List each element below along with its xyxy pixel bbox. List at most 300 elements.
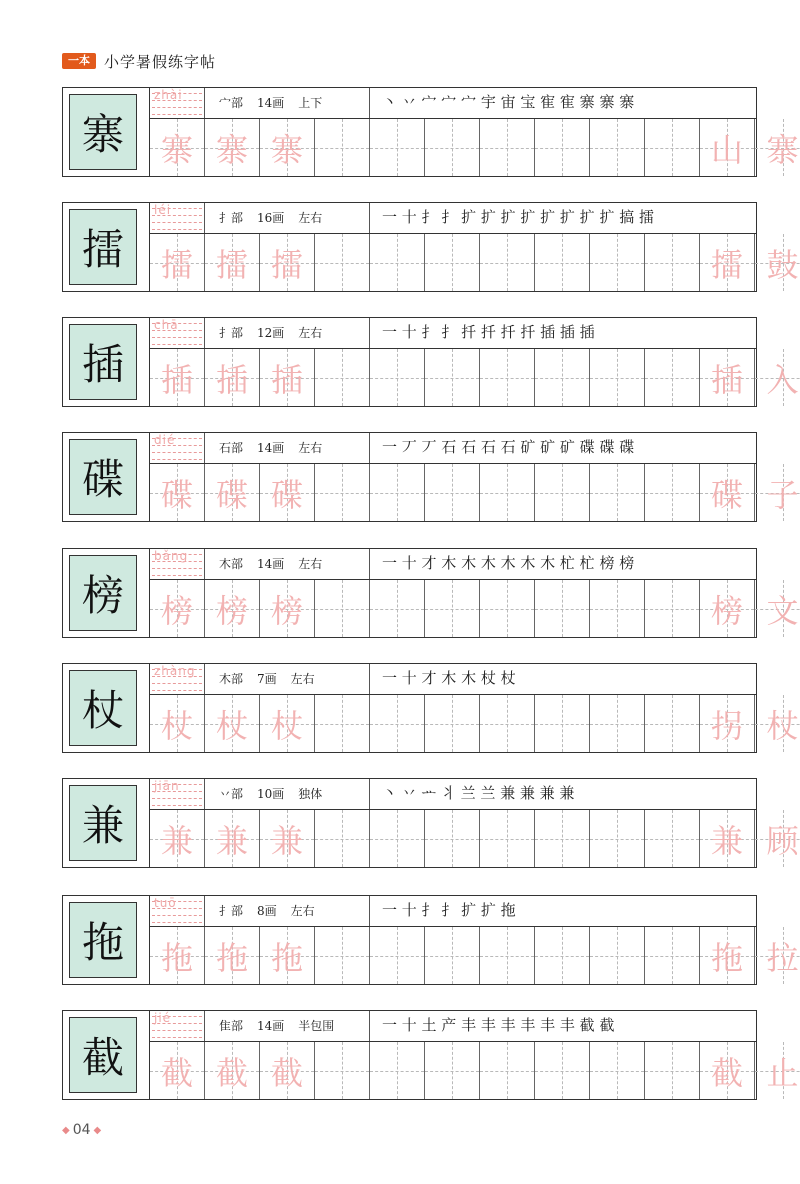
trace-character: 寨	[215, 130, 248, 169]
practice-cell[interactable]	[535, 580, 590, 637]
trace-character	[480, 234, 534, 291]
trace-character: 拖	[215, 938, 248, 977]
practice-cell[interactable]	[480, 810, 535, 867]
stroke-order: 一 十 扌 扌 扦 扦 扦 扦 插 插 插	[382, 323, 595, 341]
model-character: 寨	[69, 94, 137, 170]
trace-character: 拐	[710, 706, 743, 745]
practice-cell[interactable]	[700, 234, 755, 291]
trace-character	[425, 580, 479, 637]
radical-label: 扌部	[219, 326, 244, 340]
stroke-order: 一 十 才 木 木 杖 杖	[382, 669, 516, 687]
structure-label: 左右	[298, 557, 323, 571]
practice-cell[interactable]	[755, 464, 800, 521]
pinyin-guide-line	[152, 922, 202, 923]
trace-character: 擂	[710, 245, 743, 284]
pinyin-text: bǎng	[154, 549, 189, 563]
pinyin-guide-line	[152, 798, 202, 799]
trace-character: 插	[160, 360, 193, 399]
trace-character	[480, 927, 534, 984]
practice-cell[interactable]	[260, 810, 315, 867]
trace-character	[535, 119, 589, 176]
trace-character: 杖	[270, 706, 303, 745]
practice-cell[interactable]	[645, 349, 700, 406]
trace-character	[535, 234, 589, 291]
practice-cell[interactable]	[150, 810, 205, 867]
trace-character	[590, 234, 644, 291]
trace-character: 山	[710, 130, 743, 169]
practice-cell[interactable]	[205, 1042, 260, 1099]
pinyin-guide-line	[152, 344, 202, 345]
practice-cell[interactable]	[315, 234, 370, 291]
practice-cell[interactable]	[645, 234, 700, 291]
practice-cell[interactable]	[315, 119, 370, 176]
practice-cell[interactable]	[755, 234, 800, 291]
trace-character: 止	[766, 1053, 799, 1092]
trace-character: 擂	[270, 245, 303, 284]
practice-grid	[150, 927, 799, 984]
trace-character	[480, 810, 534, 867]
practice-cell[interactable]	[480, 695, 535, 752]
practice-cell[interactable]	[425, 349, 480, 406]
stroke-order: 丶 丷 ᅭ 丬 兰 兰 兼 兼 兼 兼	[382, 784, 575, 802]
practice-cell[interactable]	[755, 1042, 800, 1099]
structure-label: 独体	[298, 787, 323, 801]
pinyin-guide-line	[152, 222, 202, 223]
trace-character: 拖	[270, 938, 303, 977]
practice-cell[interactable]	[370, 580, 425, 637]
practice-cell[interactable]	[480, 349, 535, 406]
structure-label: 半包围	[298, 1019, 335, 1033]
trace-character	[315, 695, 369, 752]
stroke-count-label: 14画	[257, 557, 285, 571]
practice-cell[interactable]	[755, 810, 800, 867]
practice-cell[interactable]	[205, 464, 260, 521]
radical-label: 木部	[219, 672, 244, 686]
trace-character: 插	[710, 360, 743, 399]
trace-character	[535, 1042, 589, 1099]
practice-cell[interactable]	[645, 119, 700, 176]
practice-cell[interactable]	[755, 119, 800, 176]
practice-cell[interactable]	[700, 1042, 755, 1099]
practice-grid	[150, 810, 799, 867]
trace-character	[425, 927, 479, 984]
trace-character: 兼	[710, 821, 743, 860]
pinyin-guide-line	[152, 805, 202, 806]
practice-cell[interactable]	[700, 349, 755, 406]
practice-cell[interactable]	[150, 119, 205, 176]
pinyin-text: jiān	[154, 779, 180, 793]
practice-cell[interactable]	[755, 349, 800, 406]
trace-character	[370, 119, 424, 176]
practice-area	[149, 433, 799, 521]
practice-grid	[150, 349, 799, 406]
practice-cell[interactable]	[590, 927, 645, 984]
trace-character	[370, 580, 424, 637]
character-card	[62, 895, 799, 985]
practice-cell[interactable]	[535, 695, 590, 752]
trace-character	[645, 349, 699, 406]
practice-cell[interactable]	[425, 927, 480, 984]
stroke-count-label: 12画	[257, 326, 285, 340]
trace-character: 顾	[766, 821, 799, 860]
practice-cell[interactable]	[645, 810, 700, 867]
practice-cell[interactable]	[590, 580, 645, 637]
practice-cell[interactable]	[260, 927, 315, 984]
trace-character: 碟	[710, 475, 743, 514]
practice-cell[interactable]	[590, 464, 645, 521]
practice-cell[interactable]	[535, 349, 590, 406]
practice-cell[interactable]	[480, 119, 535, 176]
model-character: 榜	[69, 555, 137, 631]
practice-cell[interactable]	[315, 810, 370, 867]
trace-character: 插	[270, 360, 303, 399]
trace-character: 杖	[160, 706, 193, 745]
practice-cell[interactable]	[425, 234, 480, 291]
practice-area	[149, 779, 799, 867]
practice-cell[interactable]	[370, 119, 425, 176]
practice-area	[149, 88, 799, 176]
structure-label: 左右	[298, 441, 323, 455]
character-info	[205, 318, 370, 348]
trace-character	[370, 695, 424, 752]
stroke-order: 丶 丷 宀 宀 宀 宇 宙 宝 寉 寉 寨 寨 寨	[382, 93, 635, 111]
trace-character: 子	[766, 475, 799, 514]
structure-label: 左右	[298, 211, 323, 225]
character-card	[62, 1010, 799, 1100]
stroke-count-label: 14画	[257, 1019, 285, 1033]
stroke-count-label: 14画	[257, 96, 285, 110]
practice-cell[interactable]	[425, 695, 480, 752]
practice-cell[interactable]	[315, 927, 370, 984]
practice-cell[interactable]	[480, 234, 535, 291]
practice-cell[interactable]	[700, 119, 755, 176]
trace-character	[370, 234, 424, 291]
stroke-order: 一 十 扌 扌 扩 扩 拖	[382, 901, 516, 919]
practice-cell[interactable]	[260, 580, 315, 637]
trace-character: 兼	[215, 821, 248, 860]
practice-area	[149, 318, 799, 406]
pinyin-box	[150, 203, 205, 233]
pinyin-guide-line	[152, 229, 202, 230]
trace-character	[590, 927, 644, 984]
structure-label: 左右	[290, 672, 315, 686]
character-info	[205, 664, 370, 694]
practice-cell[interactable]	[480, 1042, 535, 1099]
model-character: 插	[69, 324, 137, 400]
pinyin-guide-line	[152, 452, 202, 453]
trace-character: 截	[160, 1053, 193, 1092]
practice-cell[interactable]	[535, 234, 590, 291]
trace-character: 榜	[270, 591, 303, 630]
trace-character	[480, 119, 534, 176]
practice-cell[interactable]	[645, 1042, 700, 1099]
practice-cell[interactable]	[205, 234, 260, 291]
trace-character: 拉	[766, 938, 799, 977]
pinyin-guide-line	[152, 107, 202, 108]
pinyin-text: chā	[154, 318, 179, 332]
structure-label: 上下	[298, 96, 323, 110]
trace-character	[315, 234, 369, 291]
pinyin-box	[150, 88, 205, 118]
practice-cell[interactable]	[150, 695, 205, 752]
practice-cell[interactable]	[150, 1042, 205, 1099]
practice-cell[interactable]	[205, 927, 260, 984]
practice-cell[interactable]	[205, 580, 260, 637]
trace-character: 寨	[766, 130, 799, 169]
model-character: 兼	[69, 785, 137, 861]
stroke-count-label: 14画	[257, 441, 285, 455]
practice-cell[interactable]	[480, 580, 535, 637]
model-character: 碟	[69, 439, 137, 515]
trace-character: 碟	[270, 475, 303, 514]
practice-cell[interactable]	[700, 695, 755, 752]
trace-character	[370, 1042, 424, 1099]
character-card	[62, 663, 799, 753]
trace-character	[315, 119, 369, 176]
practice-cell[interactable]	[425, 464, 480, 521]
trace-character: 鼓	[766, 245, 799, 284]
practice-cell[interactable]	[150, 927, 205, 984]
trace-character	[535, 927, 589, 984]
practice-cell[interactable]	[370, 464, 425, 521]
model-character: 拖	[69, 902, 137, 978]
practice-cell[interactable]	[535, 927, 590, 984]
practice-cell[interactable]	[700, 464, 755, 521]
footer-dot-icon: ◆	[62, 1124, 70, 1136]
trace-character	[480, 349, 534, 406]
practice-cell[interactable]	[645, 927, 700, 984]
practice-cell[interactable]	[260, 119, 315, 176]
pinyin-guide-line	[152, 575, 202, 576]
practice-cell[interactable]	[370, 695, 425, 752]
practice-cell[interactable]	[315, 1042, 370, 1099]
pinyin-guide-line	[152, 690, 202, 691]
practice-cell[interactable]	[150, 580, 205, 637]
trace-character: 插	[215, 360, 248, 399]
trace-character	[535, 349, 589, 406]
character-info	[205, 779, 370, 809]
practice-cell[interactable]	[590, 810, 645, 867]
trace-character	[590, 580, 644, 637]
trace-character	[645, 464, 699, 521]
pinyin-guide-line	[152, 1037, 202, 1038]
pinyin-box	[150, 433, 205, 463]
practice-cell[interactable]	[590, 1042, 645, 1099]
trace-character	[535, 810, 589, 867]
trace-character	[645, 810, 699, 867]
stroke-order: 一 十 才 木 木 木 木 木 木 杧 杧 榜 榜	[382, 554, 635, 572]
pinyin-box	[150, 1011, 205, 1041]
trace-character	[370, 810, 424, 867]
practice-cell[interactable]	[315, 349, 370, 406]
practice-cell[interactable]	[205, 695, 260, 752]
practice-grid	[150, 580, 799, 637]
character-info	[205, 203, 370, 233]
practice-cell[interactable]	[260, 695, 315, 752]
practice-cell[interactable]	[425, 580, 480, 637]
practice-cell[interactable]	[370, 927, 425, 984]
character-card	[62, 87, 799, 177]
practice-cell[interactable]	[535, 464, 590, 521]
trace-character	[315, 927, 369, 984]
practice-area	[149, 203, 799, 291]
character-card	[62, 432, 799, 522]
practice-cell[interactable]	[645, 695, 700, 752]
trace-character	[590, 810, 644, 867]
stroke-count-label: 8画	[257, 904, 277, 918]
pinyin-guide-line	[152, 683, 202, 684]
trace-character: 寨	[270, 130, 303, 169]
trace-character	[645, 927, 699, 984]
practice-cell[interactable]	[315, 580, 370, 637]
practice-cell[interactable]	[480, 464, 535, 521]
trace-character: 榜	[215, 591, 248, 630]
trace-character	[590, 695, 644, 752]
practice-cell[interactable]	[535, 810, 590, 867]
trace-character	[590, 464, 644, 521]
trace-character	[480, 464, 534, 521]
practice-cell[interactable]	[645, 580, 700, 637]
pinyin-text: tuō	[154, 896, 177, 910]
practice-cell[interactable]	[260, 1042, 315, 1099]
pinyin-text: zhàng	[154, 664, 196, 678]
pinyin-box	[150, 664, 205, 694]
practice-cell[interactable]	[590, 349, 645, 406]
trace-character	[645, 234, 699, 291]
character-info	[205, 88, 370, 118]
practice-cell[interactable]	[370, 234, 425, 291]
practice-area	[149, 1011, 799, 1099]
trace-character: 截	[270, 1053, 303, 1092]
practice-cell[interactable]	[205, 349, 260, 406]
practice-cell[interactable]	[260, 349, 315, 406]
trace-character: 截	[710, 1053, 743, 1092]
practice-cell[interactable]	[755, 927, 800, 984]
practice-cell[interactable]	[590, 695, 645, 752]
stroke-order: 一 丆 丆 石 石 石 石 矿 矿 矿 碟 碟 碟	[382, 438, 635, 456]
practice-cell[interactable]	[755, 695, 800, 752]
trace-character: 文	[766, 591, 799, 630]
trace-character	[535, 580, 589, 637]
pinyin-box	[150, 896, 205, 926]
pinyin-text: jié	[154, 1011, 172, 1025]
practice-cell[interactable]	[590, 119, 645, 176]
trace-character: 拖	[710, 938, 743, 977]
stroke-order: 一 十 扌 扌 扩 扩 扩 扩 扩 扩 扩 扩 搞 擂	[382, 208, 654, 226]
stroke-count-label: 10画	[257, 787, 285, 801]
pinyin-guide-line	[152, 114, 202, 115]
practice-cell[interactable]	[205, 119, 260, 176]
practice-cell[interactable]	[590, 234, 645, 291]
practice-cell[interactable]	[425, 810, 480, 867]
practice-grid	[150, 119, 799, 176]
radical-label: 木部	[219, 557, 244, 571]
trace-character: 杖	[215, 706, 248, 745]
pinyin-box	[150, 318, 205, 348]
model-character: 擂	[69, 209, 137, 285]
pinyin-box	[150, 779, 205, 809]
stroke-count-label: 16画	[257, 211, 285, 225]
character-card	[62, 202, 799, 292]
trace-character	[645, 1042, 699, 1099]
practice-cell[interactable]	[700, 927, 755, 984]
practice-cell[interactable]	[370, 1042, 425, 1099]
model-character: 杖	[69, 670, 137, 746]
structure-label: 左右	[290, 904, 315, 918]
practice-cell[interactable]	[260, 234, 315, 291]
pinyin-box	[150, 549, 205, 579]
trace-character	[315, 810, 369, 867]
trace-character	[425, 234, 479, 291]
trace-character: 截	[215, 1053, 248, 1092]
pinyin-text: zhài	[154, 88, 183, 102]
trace-character: 擂	[215, 245, 248, 284]
practice-cell[interactable]	[535, 119, 590, 176]
stroke-count-label: 7画	[257, 672, 277, 686]
practice-cell[interactable]	[205, 810, 260, 867]
practice-area	[149, 896, 799, 984]
practice-cell[interactable]	[370, 810, 425, 867]
trace-character: 拖	[160, 938, 193, 977]
trace-character	[590, 119, 644, 176]
pinyin-text: léi	[154, 203, 172, 217]
trace-character	[315, 1042, 369, 1099]
practice-cell[interactable]	[150, 234, 205, 291]
page-number: 04	[72, 1122, 91, 1138]
practice-cell[interactable]	[645, 464, 700, 521]
practice-cell[interactable]	[315, 464, 370, 521]
trace-character: 榜	[710, 591, 743, 630]
page-header	[62, 50, 216, 72]
practice-cell[interactable]	[370, 349, 425, 406]
character-card	[62, 778, 799, 868]
practice-cell[interactable]	[480, 927, 535, 984]
trace-character	[425, 695, 479, 752]
stroke-order: 一 十 土 产 丰 丰 丰 丰 丰 丰 截 截	[382, 1016, 615, 1034]
practice-cell[interactable]	[315, 695, 370, 752]
trace-character	[480, 580, 534, 637]
practice-cell[interactable]	[425, 119, 480, 176]
practice-cell[interactable]	[150, 349, 205, 406]
trace-character	[315, 349, 369, 406]
radical-label: 丷部	[219, 787, 244, 801]
character-info	[205, 549, 370, 579]
practice-cell[interactable]	[535, 1042, 590, 1099]
practice-cell[interactable]	[425, 1042, 480, 1099]
character-info	[205, 896, 370, 926]
trace-character: 兼	[160, 821, 193, 860]
trace-character	[645, 695, 699, 752]
practice-cell[interactable]	[700, 580, 755, 637]
practice-cell[interactable]	[700, 810, 755, 867]
trace-character	[425, 810, 479, 867]
practice-cell[interactable]	[150, 464, 205, 521]
trace-character	[425, 119, 479, 176]
trace-character	[535, 464, 589, 521]
page-footer	[62, 1122, 101, 1138]
trace-character	[425, 464, 479, 521]
trace-character	[370, 464, 424, 521]
trace-character	[315, 464, 369, 521]
structure-label: 左右	[298, 326, 323, 340]
trace-character	[535, 695, 589, 752]
practice-cell[interactable]	[755, 580, 800, 637]
trace-character	[590, 1042, 644, 1099]
trace-character	[425, 1042, 479, 1099]
practice-cell[interactable]	[260, 464, 315, 521]
model-character: 截	[69, 1017, 137, 1093]
trace-character	[480, 695, 534, 752]
